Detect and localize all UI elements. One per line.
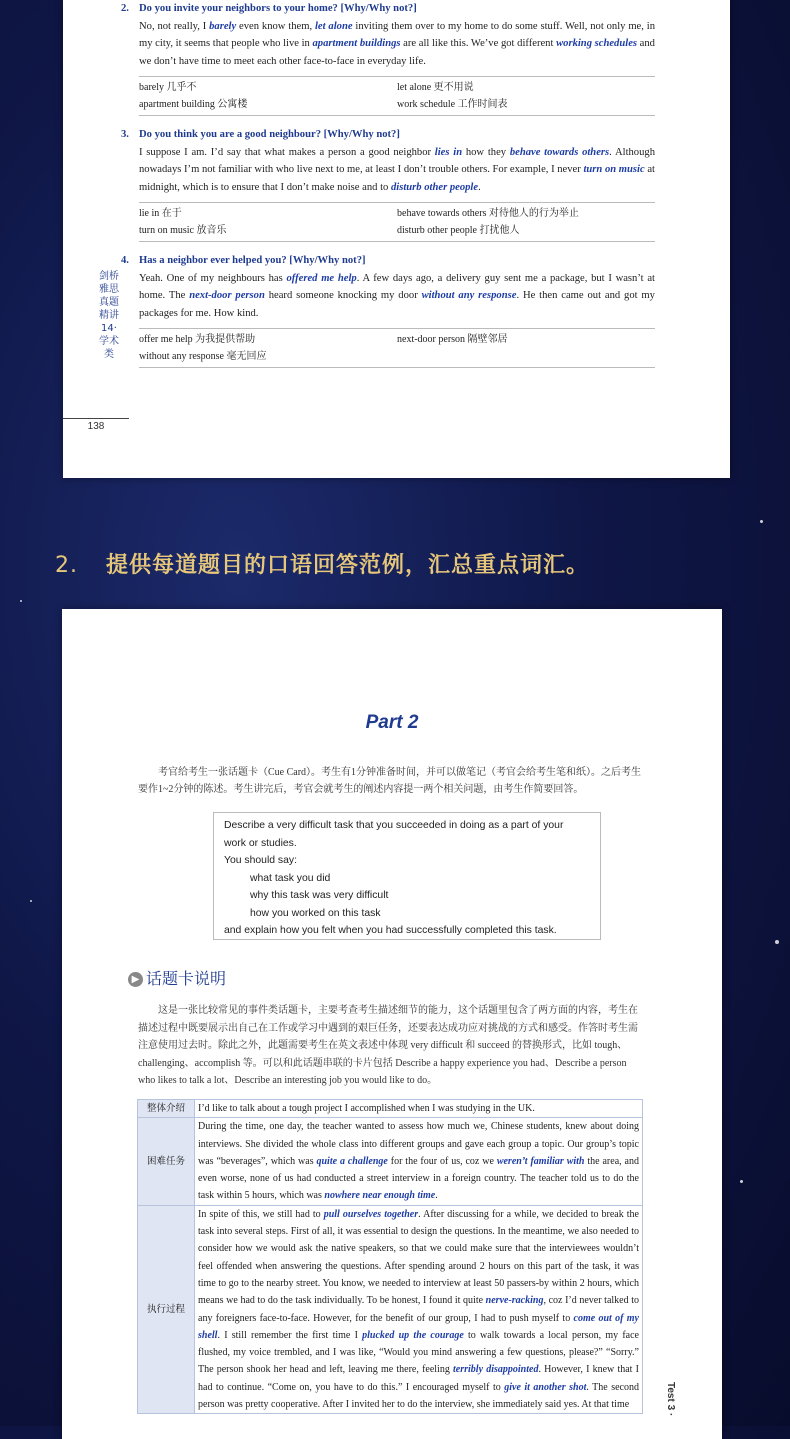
qa-item <box>121 252 655 368</box>
section-heading-text: 提供每道题目的口语回答范例，汇总重点词汇。 <box>106 553 590 578</box>
question-number: 4. <box>121 255 129 266</box>
key-phrase: disturb other people <box>390 181 479 193</box>
row-label: 困难任务 <box>138 1118 195 1205</box>
question: Do you think you are a good neighbour? [Why/Why not?] <box>139 129 400 140</box>
key-phrase: turn on music <box>583 164 645 175</box>
answer <box>139 144 655 197</box>
vocab-item: let alone 更不用说 <box>397 82 474 93</box>
key-phrase: nowhere near enough time <box>324 1190 436 1202</box>
key-phrase: apartment buildings <box>312 38 401 49</box>
key-phrase: nerve-racking <box>485 1295 544 1307</box>
vocab-item: behave towards others 对待他人的行为举止 <box>397 208 579 219</box>
key-phrase: working schedules <box>556 38 638 49</box>
text-run: I’d like to talk about a tough project I accomplished when I was studying in the UK. <box>198 1103 535 1114</box>
key-phrase: behave towards others <box>509 146 610 158</box>
text-run: and we don’t have time to meet each other face-to-face in everyday life. <box>139 38 655 67</box>
cue-point: how you worked on this task <box>250 907 381 919</box>
star <box>775 940 779 944</box>
text-run: . After discussing for a while, we decided to break the task into several steps. First of all, it was essential to design the questions. In the meantime, we also needed to consider how we would ask the native speakers, so that we could make sure that the interviewees wouldn’t feel offended when answering the questions. After spending around 2 hours on this part of the task, it was time to go to the nearby street. You know, we needed to interview at least 50 passers-by within 2 hours, which means we had to do the task individually. To be honest, I found it quite <box>198 1208 639 1307</box>
text-run: are all like this. We’ve got different <box>400 38 557 49</box>
vocab-item: next-door person 隔壁邻居 <box>397 334 508 345</box>
text-run: . However, I knew that I had to continue. “Come on, you have to do this.” I encouraged myself to <box>198 1364 639 1393</box>
row-text <box>195 1100 643 1118</box>
star <box>20 600 22 602</box>
table-row <box>138 1205 643 1414</box>
part-title: Part 2 <box>365 712 419 733</box>
key-phrase: come out of my shell <box>198 1312 639 1341</box>
text-run: . A few days ago, a delivery guy sent me a package, but I wasn’t at home. The <box>139 272 655 301</box>
text-run: even know them, <box>236 20 315 32</box>
text-run: how they <box>462 146 510 158</box>
section-title <box>128 966 226 989</box>
vocab-item: lie in 在于 <box>139 208 182 219</box>
text-run: inviting them over to my home to do some stuff. Well, not only me, in my city, it seems that people who live in <box>139 20 655 49</box>
text-run: . Although nowadays I’m not familiar with who live next to me, at least I don’t trouble others. For example, I never <box>139 146 655 175</box>
row-label: 整体介绍 <box>138 1100 195 1118</box>
key-phrase: offered me help <box>286 272 357 284</box>
qa-list <box>121 0 655 378</box>
cue-card <box>213 812 601 940</box>
section-number: 2. <box>55 553 78 578</box>
side-label: Test 3 · <box>665 1382 676 1417</box>
text-run: , coz I’d never talked to any foreigners face-to-face. However, for the benefit of our group, I had to push myself to <box>198 1295 639 1324</box>
play-icon: ▶ <box>128 972 143 987</box>
key-phrase: lies in <box>434 146 463 158</box>
text-run: . I still remember the first time I <box>217 1329 363 1341</box>
answer-table <box>137 1099 643 1414</box>
cue-point: what task you did <box>250 872 331 884</box>
text-run: at midnight, which is to ensure that I don’t make noise and to <box>139 164 655 193</box>
star <box>30 900 32 902</box>
answer <box>139 18 655 71</box>
question: Has a neighbor ever helped you? [Why/Why not?] <box>139 255 366 266</box>
text-run: . <box>435 1190 438 1202</box>
qa-item <box>121 0 655 116</box>
key-phrase: let alone <box>314 20 353 32</box>
qa-item <box>121 126 655 242</box>
cue-point: why this task was very difficult <box>250 890 389 901</box>
text-run: heard someone knocking my door <box>264 290 422 301</box>
intro-paragraph: 考官给考生一张话题卡（Cue Card）。考生有1分钟准备时间，并可以做笔记（考官会给考生笔和纸）。之后考生要作1~2分钟的陈述。考生讲完后，考官会就考生的阐述内容提一两个相关问题，由考生作简要回答。 <box>138 767 642 795</box>
star <box>760 520 763 523</box>
vocab-item: work schedule 工作时间表 <box>397 99 508 110</box>
vocab-item: disturb other people 打扰他人 <box>397 225 520 236</box>
text-run: the area, and even worse, none of us had conducted a street interview in a foreign country. The teacher told us to do the task within 5 hours, which was <box>198 1155 639 1202</box>
vocab-item <box>397 348 655 365</box>
cue-line: Describe a very difficult task that you succeeded in doing as a part of your <box>224 820 564 831</box>
table-row <box>138 1118 643 1205</box>
text-run: . The second person was pretty cooperative. After I invited her to do the interview, she immediately said yes. At that time <box>198 1381 639 1411</box>
vocab-item: barely 几乎不 <box>139 82 197 93</box>
vocab-list <box>139 202 655 242</box>
vocab-item: without any response 毫无回应 <box>139 351 267 362</box>
question-number: 2. <box>121 3 129 14</box>
cue-line: You should say: <box>224 855 297 866</box>
vocab-item: offer me help 为我提供帮助 <box>139 334 256 345</box>
table-row <box>138 1100 643 1118</box>
key-phrase: plucked up the courage <box>362 1329 464 1341</box>
key-phrase: weren’t familiar with <box>496 1155 585 1167</box>
key-phrase: quite a challenge <box>316 1155 388 1167</box>
star <box>740 1180 743 1183</box>
text-run: . <box>478 181 481 193</box>
text-run: In spite of this, we still had to <box>198 1208 324 1220</box>
vocab-item: turn on music 放音乐 <box>139 225 227 236</box>
page-number: 138 <box>63 418 129 432</box>
key-phrase: terribly disappointed <box>453 1364 539 1376</box>
answer <box>139 270 655 323</box>
key-phrase: give it another shot <box>504 1381 587 1393</box>
vocab-list <box>139 76 655 116</box>
vocab-list <box>139 328 655 368</box>
key-phrase: pull ourselves together <box>323 1208 419 1220</box>
section-heading <box>55 548 589 579</box>
cue-line: and explain how you felt when you had successfully completed this task. <box>224 925 557 936</box>
text-run: to walk towards a local person, my face flushed, my voice trembled, and I was like, “Would you mind answering a few questions, please?” “Sorry.” The person shook her head and left, leaving me there, feeling <box>198 1329 640 1376</box>
text-run: I suppose I am. I’d say that what makes a person a good neighbor <box>139 146 435 158</box>
text-run: . He then came out and got my packages for me. How kind. <box>139 290 655 319</box>
key-phrase: barely <box>209 20 237 32</box>
key-phrase: next-door person <box>189 290 265 301</box>
row-text <box>195 1205 643 1414</box>
vocab-item: apartment building 公寓楼 <box>139 99 248 110</box>
sidebar-title: 剑桥雅思真题精讲14·学术类 <box>99 271 119 360</box>
book-page-bottom <box>62 609 722 1439</box>
text-run: Yeah. One of my neighbours has <box>139 272 287 284</box>
key-phrase: without any response <box>421 290 517 301</box>
section-title-text: 话题卡说明 <box>146 969 227 988</box>
text-run: During the time, one day, the teacher wanted to assess how much we, Chinese students, knew about doing interviews. She divided the whole class into different groups and gave each group a topic. Our group’s topic was “beverages”, which was <box>198 1121 639 1167</box>
question: Do you invite your neighbors to your home? [Why/Why not?] <box>139 3 417 14</box>
book-page-top <box>63 0 730 478</box>
row-text <box>195 1118 643 1205</box>
question-number: 3. <box>121 129 129 140</box>
text-run: for the four of us, coz we <box>387 1155 497 1167</box>
row-label: 执行过程 <box>138 1205 195 1414</box>
text-run: No, not really, I <box>139 20 210 32</box>
cue-line: work or studies. <box>224 837 297 849</box>
description-paragraph: 这是一张比较常见的事件类话题卡，主要考查考生描述细节的能力，这个话题里包含了两方面的内容，考生在描述过程中既要展示出自己在工作或学习中遇到的艰巨任务，还要表达成功应对挑战的方式和感受。作答时考生需注意使用过去时。除此之外，此题需要考生在英文表述中体现 very difficult 和 succeed 的替换形式，比如 tough、challenging、accomplish 等。可以和此话题串联的卡片包括 Describe a happy experience you had、Describe a person who likes to talk a lot、Describe an interesting job you would like to do。 <box>138 1005 638 1086</box>
